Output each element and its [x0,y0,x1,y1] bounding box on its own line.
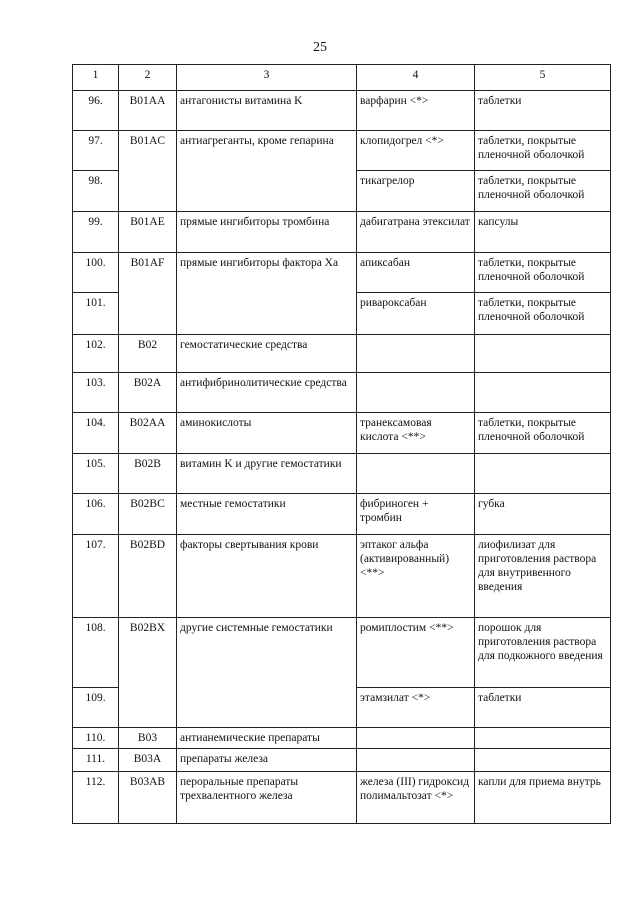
pharmacological-group: антианемические препараты [177,728,357,749]
pharmacological-group: другие системные гемостатики [177,618,357,728]
dosage-form [475,728,611,749]
atc-code: B02AA [119,413,177,454]
table-row [73,454,611,494]
pharmacological-group: пероральные препараты трехвалентного железа [177,772,357,824]
row-number: 97. [73,131,119,171]
header-col-3: 3 [177,65,357,91]
dosage-form: таблетки, покрытые пленочной оболочкой [475,293,611,335]
drug-name: фибриноген + тромбин [357,494,475,535]
dosage-form [475,335,611,373]
table-row [73,131,611,171]
dosage-form: капсулы [475,212,611,253]
row-number: 105. [73,454,119,494]
drug-name [357,373,475,413]
row-number: 96. [73,91,119,131]
header-col-4: 4 [357,65,475,91]
drug-name [357,454,475,494]
row-number: 107. [73,535,119,618]
drug-list-table [72,64,611,824]
dosage-form: таблетки, покрытые пленочной оболочкой [475,253,611,293]
pharmacological-group: антиагреганты, кроме гепарина [177,131,357,212]
table-row [73,253,611,293]
table-row [73,772,611,824]
atc-code: B02 [119,335,177,373]
atc-code: B02BC [119,494,177,535]
table-row [73,618,611,688]
pharmacological-group: препараты железа [177,749,357,772]
atc-code: B02BD [119,535,177,618]
header-col-2: 2 [119,65,177,91]
atc-code: B01AE [119,212,177,253]
drug-name: транексамовая кислота <**> [357,413,475,454]
table-row [73,212,611,253]
drug-name: ромиплостим <**> [357,618,475,688]
atc-code: B03 [119,728,177,749]
table-row [73,373,611,413]
drug-name: этамзилат <*> [357,688,475,728]
drug-name: дабигатрана этексилат [357,212,475,253]
table-row [73,494,611,535]
dosage-form: таблетки [475,688,611,728]
drug-name: апиксабан [357,253,475,293]
pharmacological-group: прямые ингибиторы фактора Xa [177,253,357,335]
row-number: 109. [73,688,119,728]
pharmacological-group: местные гемостатики [177,494,357,535]
pharmacological-group: гемостатические средства [177,335,357,373]
atc-code: B02BX [119,618,177,728]
dosage-form: таблетки, покрытые пленочной оболочкой [475,171,611,212]
atc-code: B03A [119,749,177,772]
row-number: 99. [73,212,119,253]
pharmacological-group: прямые ингибиторы тромбина [177,212,357,253]
row-number: 106. [73,494,119,535]
pharmacological-group: аминокислоты [177,413,357,454]
row-number: 100. [73,253,119,293]
atc-code: B02B [119,454,177,494]
drug-name [357,335,475,373]
drug-name: тикагрелор [357,171,475,212]
row-number: 102. [73,335,119,373]
row-number: 112. [73,772,119,824]
table-row [73,728,611,749]
drug-name [357,728,475,749]
row-number: 111. [73,749,119,772]
row-number: 103. [73,373,119,413]
table-row [73,91,611,131]
dosage-form: таблетки, покрытые пленочной оболочкой [475,413,611,454]
drug-name: варфарин <*> [357,91,475,131]
row-number: 98. [73,171,119,212]
dosage-form: лиофилизат для приготовления раствора для внутривенного введения [475,535,611,618]
dosage-form: порошок для приготовления раствора для подкожного введения [475,618,611,688]
header-col-5: 5 [475,65,611,91]
page-number: 25 [313,40,327,55]
row-number: 110. [73,728,119,749]
dosage-form: губка [475,494,611,535]
table-row [73,749,611,772]
row-number: 104. [73,413,119,454]
atc-code: B03AB [119,772,177,824]
table-header-row [73,65,611,91]
drug-name: клопидогрел <*> [357,131,475,171]
table-row [73,413,611,454]
atc-code: B01AA [119,91,177,131]
drug-name: железа (III) гидроксид полимальтозат <*> [357,772,475,824]
drug-name: эптаког альфа (активированный) <**> [357,535,475,618]
atc-code: B02A [119,373,177,413]
dosage-form: капли для приема внутрь [475,772,611,824]
pharmacological-group: факторы свертывания крови [177,535,357,618]
dosage-form: таблетки [475,91,611,131]
table-row [73,335,611,373]
dosage-form [475,454,611,494]
pharmacological-group: витамин K и другие гемостатики [177,454,357,494]
dosage-form: таблетки, покрытые пленочной оболочкой [475,131,611,171]
pharmacological-group: антифибринолитические средства [177,373,357,413]
drug-name: ривароксабан [357,293,475,335]
header-col-1: 1 [73,65,119,91]
drug-name [357,749,475,772]
table-row [73,535,611,618]
atc-code: B01AF [119,253,177,335]
atc-code: B01AC [119,131,177,212]
dosage-form [475,373,611,413]
row-number: 108. [73,618,119,688]
pharmacological-group: антагонисты витамина K [177,91,357,131]
dosage-form [475,749,611,772]
row-number: 101. [73,293,119,335]
